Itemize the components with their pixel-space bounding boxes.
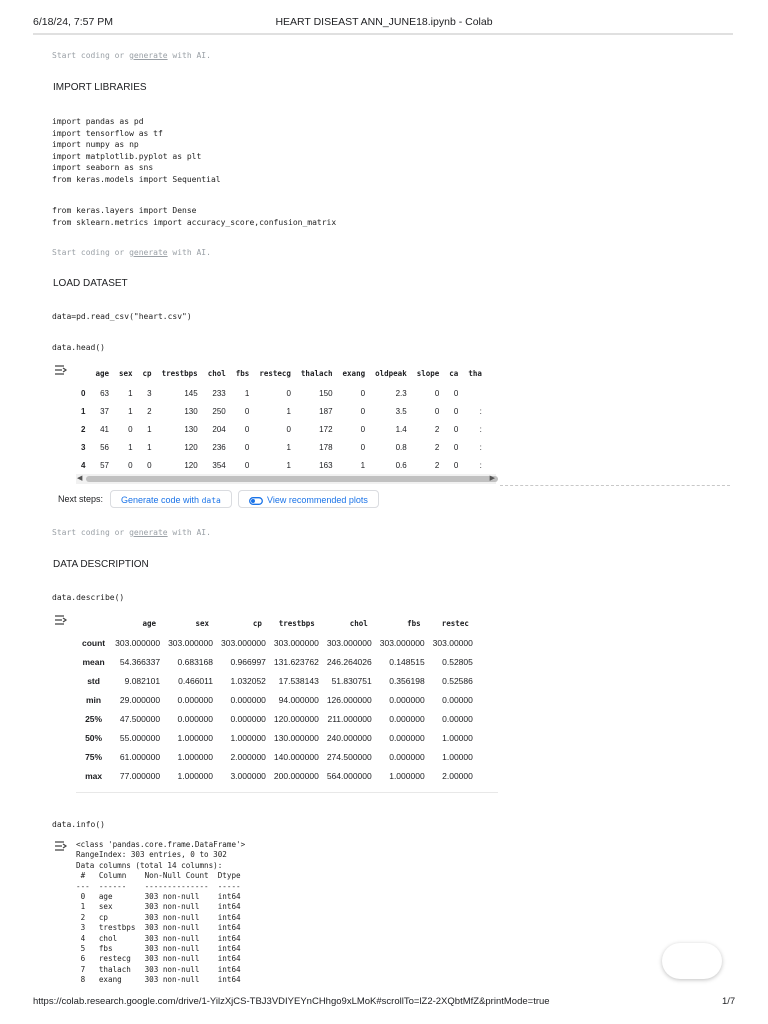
- table-cell: 0.52586: [442, 675, 473, 686]
- table-cell: 1.000000: [177, 770, 213, 781]
- column-header: chol: [207, 368, 226, 378]
- code-cell-describe[interactable]: data.describe(): [52, 593, 125, 602]
- page-number: 1/7: [722, 996, 736, 1007]
- table-cell: 1.4: [395, 424, 407, 434]
- table-cell: 1: [286, 460, 291, 470]
- table-cell: 303.000000: [115, 637, 161, 648]
- table-cell: 0.000000: [177, 713, 213, 724]
- output-toggle-icon[interactable]: [54, 614, 68, 626]
- table-cell: :: [479, 424, 482, 434]
- table-cell: 0.000000: [389, 732, 425, 743]
- section-heading-load: LOAD DATASET: [53, 278, 128, 289]
- code-cell-imports[interactable]: import pandas as pd import tensorflow as tf import numpy as np import matplotlib.pyplot as plt import seaborn as sns from keras.models import Sequential: [52, 117, 221, 184]
- table-row: [76, 690, 477, 709]
- table-cell: 0: [147, 460, 152, 470]
- row-label: 75%: [85, 751, 103, 762]
- table-cell: 150: [319, 388, 333, 398]
- row-label: 50%: [85, 732, 103, 743]
- row-label: 25%: [85, 713, 103, 724]
- table-cell: 0.000000: [389, 694, 425, 705]
- table-cell: :: [479, 406, 482, 416]
- table-cell: 211.000000: [327, 713, 372, 724]
- table-row: [76, 402, 487, 420]
- table-cell: 2: [434, 460, 440, 470]
- table-cell: 0.683168: [177, 656, 213, 667]
- code-cell-info[interactable]: data.info(): [52, 820, 105, 829]
- table-cell: 0: [128, 424, 133, 434]
- section-heading-import: IMPORT LIBRARIES: [53, 82, 147, 93]
- table-cell: 0.000000: [230, 694, 266, 705]
- table-cell: 0.6: [395, 460, 407, 470]
- table-cell: 0: [453, 388, 459, 398]
- table-cell: 1: [360, 460, 366, 470]
- row-index: 0: [81, 388, 86, 398]
- horizontal-scrollbar[interactable]: [76, 474, 496, 484]
- table-row: [76, 438, 487, 456]
- table-cell: 303.000000: [168, 637, 213, 648]
- table-cell: 145: [184, 388, 198, 398]
- table-cell: 303.00000: [432, 637, 473, 648]
- table-cell: 0.52805: [442, 656, 473, 667]
- table-cell: 0: [434, 388, 440, 398]
- table-cell: 0: [360, 388, 366, 398]
- table-cell: 94.000000: [278, 694, 319, 705]
- table-cell: 3.5: [395, 406, 407, 416]
- table-cell: 131.623762: [273, 656, 319, 667]
- code-cell-head[interactable]: data.head(): [52, 343, 105, 352]
- table-cell: 0: [453, 406, 459, 416]
- table-cell: 233: [212, 388, 226, 398]
- table-row: [76, 709, 477, 728]
- head-output-table: [76, 362, 498, 472]
- table-cell: 61.000000: [119, 751, 161, 762]
- table-cell: 17.538143: [278, 675, 319, 686]
- table-cell: 2.00000: [442, 770, 473, 781]
- table-cell: 2: [434, 424, 440, 434]
- table-cell: [463, 384, 487, 402]
- table-cell: 1: [147, 424, 152, 434]
- table-cell: 246.264026: [326, 656, 372, 667]
- table-cell: 163: [319, 460, 333, 470]
- output-toggle-icon[interactable]: [54, 364, 68, 376]
- column-header: chol: [349, 618, 368, 628]
- generate-link[interactable]: generate: [129, 248, 168, 257]
- row-index: 1: [81, 406, 86, 416]
- table-cell: 1: [128, 388, 133, 398]
- table-cell: :: [479, 442, 482, 452]
- table-cell: 126.000000: [326, 694, 372, 705]
- table-cell: 1: [286, 406, 291, 416]
- column-header: cp: [142, 368, 152, 378]
- generate-code-button[interactable]: Generate code with data: [110, 490, 232, 508]
- table-cell: 0.148515: [389, 656, 425, 667]
- page-url: https://colab.research.google.com/drive/1-YilzXjCS-TBJ3VDIYEYnCHhgo9xLMoK#scrollTo=lZ2-2XQbtMfZ&printMode=true: [33, 996, 550, 1007]
- table-cell: 0: [360, 442, 366, 452]
- table-cell: :: [479, 460, 482, 470]
- table-cell: 303.000000: [326, 637, 372, 648]
- table-bottom-border: [76, 792, 498, 793]
- table-cell: 55.000000: [119, 732, 161, 743]
- table-cell: 41: [100, 424, 109, 434]
- table-row: [76, 766, 477, 785]
- table-cell: 3: [147, 388, 152, 398]
- table-cell: 1: [128, 442, 133, 452]
- next-steps-label: Next steps:: [58, 494, 104, 504]
- table-cell: 0: [453, 424, 459, 434]
- column-header: fbs: [235, 368, 250, 378]
- toggle-icon: [249, 497, 263, 505]
- table-cell: 130.000000: [273, 732, 319, 743]
- table-cell: 564.000000: [326, 770, 372, 781]
- row-index: 2: [81, 424, 86, 434]
- table-cell: 0: [286, 424, 291, 434]
- table-cell: 37: [100, 406, 109, 416]
- table-cell: 178: [319, 442, 333, 452]
- column-header: ca: [449, 368, 459, 378]
- table-cell: 0.966997: [230, 656, 266, 667]
- table-cell: 187: [319, 406, 333, 416]
- output-toggle-icon[interactable]: [54, 840, 68, 852]
- table-cell: 120.000000: [273, 713, 319, 724]
- table-cell: 77.000000: [119, 770, 161, 781]
- column-header: trestbps: [161, 368, 198, 378]
- table-row: [76, 633, 477, 652]
- table-cell: 0.000000: [177, 694, 213, 705]
- table-row: [76, 728, 477, 747]
- table-cell: 303.000000: [220, 637, 266, 648]
- print-datetime: 6/18/24, 7:57 PM: [33, 16, 113, 28]
- table-cell: 120: [184, 460, 198, 470]
- floating-action-pill[interactable]: [662, 943, 722, 979]
- table-cell: 236: [212, 442, 226, 452]
- row-label: mean: [82, 656, 105, 667]
- header-divider: [33, 33, 733, 35]
- code-cell-imports-2[interactable]: from keras.layers import Dense from sklearn.metrics import accuracy_score,confusion_matrix: [52, 206, 337, 227]
- table-cell: 0.8: [395, 442, 407, 452]
- column-header: age: [95, 368, 109, 378]
- table-cell: 63: [100, 388, 109, 398]
- column-header: thalach: [300, 368, 333, 378]
- column-header: oldpeak: [375, 368, 407, 378]
- table-cell: 0: [453, 442, 459, 452]
- column-header: sex: [195, 618, 209, 628]
- column-header: trestbps: [278, 618, 315, 628]
- table-cell: 57: [100, 460, 109, 470]
- table-cell: 274.500000: [326, 751, 372, 762]
- column-header: restecg: [259, 368, 291, 378]
- table-cell: 1.032052: [230, 675, 266, 686]
- print-header: [0, 16, 768, 30]
- column-header: fbs: [407, 618, 421, 628]
- row-index: 4: [81, 460, 86, 470]
- table-cell: 56: [100, 442, 109, 452]
- table-row: [76, 671, 477, 690]
- generate-link[interactable]: generate: [129, 528, 168, 537]
- table-cell: 0.356198: [389, 675, 425, 686]
- table-cell: 0: [244, 406, 250, 416]
- table-cell: 47.500000: [119, 713, 161, 724]
- column-header: restec: [441, 618, 469, 628]
- info-output-text: <class 'pandas.core.frame.DataFrame'> RangeIndex: 303 entries, 0 to 302 Data columns (total 14 columns): # Column Non-Null Count Dtype --- ------ -------------- ----- 0 age 303 non-null int64 1 sex 303 non-null int64 2 cp 303 non-null int64 3 trestbps 303 non-null int64 4 chol 303 non-null int64 5 fbs 303 non-null int64 6 restecg 303 non-null int64 7 thalach 303 non-null int64 8 exang 303 non-null int64: [76, 840, 246, 985]
- table-cell: 0: [244, 424, 250, 434]
- table-cell: 200.000000: [273, 770, 319, 781]
- table-cell: 1.00000: [442, 751, 473, 762]
- scroll-left-arrow-icon[interactable]: ◀: [77, 475, 83, 482]
- table-cell: 0.000000: [389, 713, 425, 724]
- table-cell: 29.000000: [119, 694, 161, 705]
- table-cell: 9.082101: [124, 675, 161, 686]
- table-cell: 172: [319, 424, 333, 434]
- table-cell: 2: [147, 406, 152, 416]
- table-cell: 0: [360, 424, 366, 434]
- column-header: tha: [468, 368, 482, 378]
- table-cell: 0.00000: [442, 713, 473, 724]
- table-cell: 1: [147, 442, 152, 452]
- column-header: slope: [416, 368, 440, 378]
- row-label: std: [87, 675, 100, 686]
- table-cell: 204: [212, 424, 226, 434]
- table-cell: 1.000000: [230, 732, 266, 743]
- table-cell: 2: [434, 442, 440, 452]
- table-cell: 0: [434, 406, 440, 416]
- table-cell: 51.830751: [331, 675, 372, 686]
- scrollbar-thumb[interactable]: [86, 476, 498, 482]
- table-cell: 250: [212, 406, 226, 416]
- table-row: [76, 456, 487, 472]
- table-cell: 1.00000: [442, 732, 473, 743]
- table-cell: 0: [286, 388, 291, 398]
- cell-divider: [500, 485, 730, 486]
- notebook-title: HEART DISEAST ANN_JUNE18.ipynb - Colab: [275, 16, 493, 28]
- empty-cell-placeholder[interactable]: Start coding or generate with AI.: [52, 51, 211, 60]
- empty-cell-placeholder[interactable]: Start coding or generate with AI.: [52, 528, 211, 537]
- table-row: [76, 384, 487, 402]
- table-row: [76, 420, 487, 438]
- table-cell: 240.000000: [326, 732, 372, 743]
- table-cell: 0: [128, 460, 133, 470]
- column-header: exang: [342, 368, 366, 378]
- generate-link[interactable]: generate: [129, 51, 168, 60]
- table-cell: 0: [360, 406, 366, 416]
- table-cell: 0.000000: [389, 751, 425, 762]
- table-cell: 0: [244, 460, 250, 470]
- row-label: max: [85, 770, 103, 781]
- table-cell: 1.000000: [177, 732, 213, 743]
- table-cell: 130: [184, 406, 198, 416]
- row-index: 3: [81, 442, 86, 452]
- table-cell: 120: [184, 442, 198, 452]
- row-label: count: [82, 637, 106, 648]
- row-label: min: [86, 694, 102, 705]
- table-cell: 140.000000: [273, 751, 319, 762]
- table-cell: 0: [453, 460, 459, 470]
- section-heading-describe: DATA DESCRIPTION: [53, 559, 149, 570]
- table-cell: 0.00000: [442, 694, 473, 705]
- table-cell: 0: [244, 442, 250, 452]
- table-cell: 0.000000: [230, 713, 266, 724]
- table-cell: 0.466011: [178, 675, 213, 686]
- table-cell: 130: [184, 424, 198, 434]
- scroll-right-arrow-icon[interactable]: ▶: [489, 475, 495, 482]
- table-cell: 1: [244, 388, 250, 398]
- table-cell: 303.000000: [379, 637, 425, 648]
- column-header: cp: [252, 618, 262, 628]
- column-header: sex: [119, 368, 133, 378]
- table-cell: 1: [286, 442, 291, 452]
- table-cell: 54.366337: [119, 656, 161, 667]
- table-cell: 1.000000: [389, 770, 425, 781]
- describe-output-table: [76, 613, 498, 791]
- table-cell: 354: [212, 460, 226, 470]
- table-cell: 2.000000: [230, 751, 266, 762]
- table-cell: 1.000000: [177, 751, 213, 762]
- code-cell-read-csv[interactable]: data=pd.read_csv("heart.csv"): [52, 312, 192, 321]
- table-cell: 303.000000: [273, 637, 319, 648]
- table-cell: 3.000000: [230, 770, 266, 781]
- view-plots-button[interactable]: View recommended plots: [238, 490, 379, 508]
- table-row: [76, 747, 477, 766]
- table-cell: 2.3: [395, 388, 407, 398]
- column-header: age: [142, 618, 157, 628]
- table-row: [76, 652, 477, 671]
- table-cell: 1: [128, 406, 133, 416]
- empty-cell-placeholder[interactable]: Start coding or generate with AI.: [52, 248, 211, 257]
